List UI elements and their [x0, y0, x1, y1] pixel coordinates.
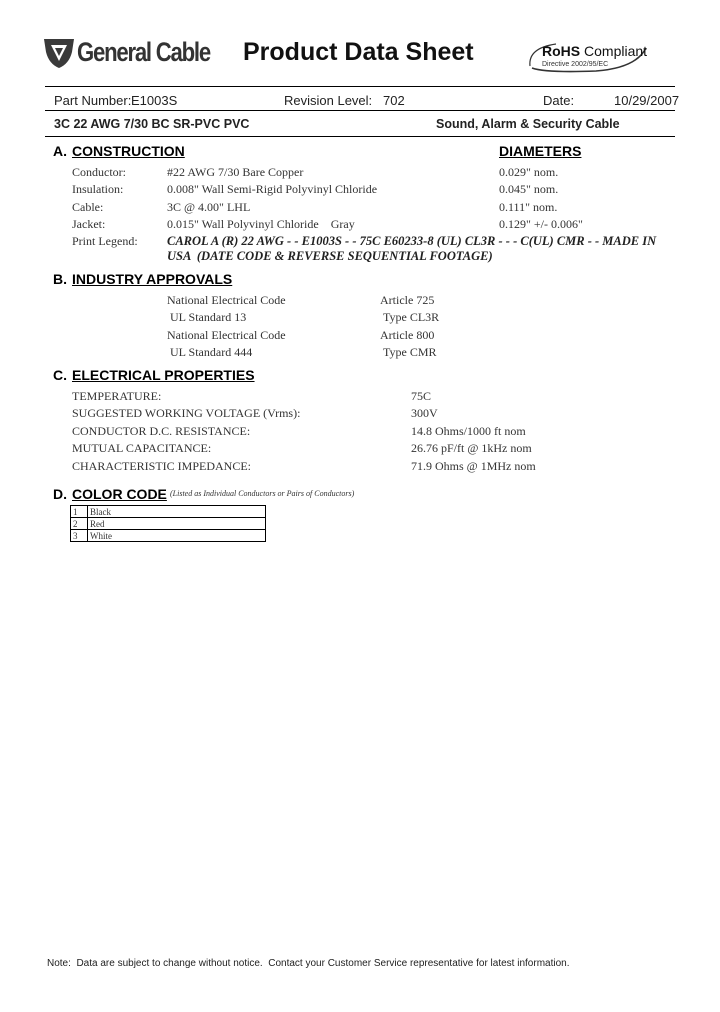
construction-diameter: 0.129" +/- 0.006" [499, 217, 583, 231]
print-legend-label: Print Legend: [72, 234, 138, 248]
construction-label: Jacket: [72, 217, 106, 231]
section-d-title: COLOR CODE [72, 486, 167, 502]
color-number: 2 [71, 518, 88, 530]
construction-diameter: 0.029" nom. [499, 165, 559, 179]
approval-value: Article 800 [380, 328, 435, 342]
construction-value: 0.008" Wall Semi-Rigid Polyvinyl Chloride [167, 182, 378, 196]
construction-value: 3C @ 4.00" LHL [167, 200, 251, 214]
approval-value: Article 725 [380, 293, 435, 307]
revision-label: Revision Level: [284, 93, 373, 108]
product-description: 3C 22 AWG 7/30 BC SR-PVC PVC [54, 117, 250, 131]
section-d-letter: D. [53, 486, 67, 502]
section-a-title: CONSTRUCTION [72, 143, 185, 159]
construction-diameter: 0.111" nom. [499, 200, 558, 214]
construction-label: Cable: [72, 200, 104, 214]
date-value: 10/29/2007 [614, 93, 680, 108]
approval-value: Type CMR [383, 345, 437, 359]
color-number: 3 [71, 530, 88, 542]
electrical-name: SUGGESTED WORKING VOLTAGE (Vrms): [72, 406, 301, 420]
print-legend-line-1: CAROL A (R) 22 AWG - - E1003S - - 75C E60233-8 (UL) CL3R - - - C(UL) CMR - - MADE IN [167, 234, 657, 248]
print-legend-line-2: USA (DATE CODE & REVERSE SEQUENTIAL FOOTAGE) [167, 249, 493, 263]
table-row [71, 518, 266, 530]
section-c-title: ELECTRICAL PROPERTIES [72, 367, 255, 383]
construction-diameter: 0.045" nom. [499, 182, 559, 196]
section-b-letter: B. [53, 271, 67, 287]
color-name: White [88, 530, 266, 542]
electrical-name: TEMPERATURE: [72, 389, 162, 403]
date-label: Date: [543, 93, 575, 108]
approval-name: National Electrical Code [167, 293, 286, 307]
electrical-name: CONDUCTOR D.C. RESISTANCE: [72, 424, 251, 438]
construction-value: 0.015" Wall Polyvinyl Chloride Gray [167, 217, 355, 231]
color-number: 1 [71, 506, 88, 518]
rohs-directive: Directive 2002/95/EC [542, 61, 609, 68]
approval-name: UL Standard 444 [170, 345, 253, 359]
rohs-title-rest: Compliant [584, 43, 648, 59]
construction-label: Conductor: [72, 165, 126, 179]
page-title: Product Data Sheet [243, 38, 474, 66]
footer-note: Note: Data are subject to change without notice. Contact your Customer Service representative for latest information. [47, 958, 570, 969]
color-code-subtitle: (Listed as Individual Conductors or Pairs of Conductors) [170, 489, 355, 498]
logo-text: General Cable [77, 37, 210, 67]
electrical-value: 26.76 pF/ft @ 1kHz nom [411, 441, 532, 455]
electrical-value: 71.9 Ohms @ 1MHz nom [411, 459, 536, 473]
general-cable-shield-icon [42, 36, 76, 70]
electrical-name: CHARACTERISTIC IMPEDANCE: [72, 459, 252, 473]
approval-value: Type CL3R [383, 310, 440, 324]
section-b-title: INDUSTRY APPROVALS [72, 271, 233, 287]
color-name: Red [88, 518, 266, 530]
electrical-value: 300V [411, 406, 438, 420]
product-category: Sound, Alarm & Security Cable [436, 117, 620, 131]
approval-name: National Electrical Code [167, 328, 286, 342]
rohs-badge [526, 38, 651, 74]
section-a-letter: A. [53, 143, 67, 159]
color-name: Black [88, 506, 266, 518]
table-row [71, 530, 266, 542]
electrical-value: 14.8 Ohms/1000 ft nom [411, 424, 526, 438]
electrical-value: 75C [411, 389, 432, 403]
part-number-label: Part Number: [54, 93, 132, 108]
electrical-name: MUTUAL CAPACITANCE: [72, 441, 212, 455]
revision-value: 702 [383, 93, 405, 108]
table-row [71, 506, 266, 518]
rohs-title-bold: RoHS [542, 43, 581, 59]
color-code-table [70, 505, 266, 542]
diameters-title: DIAMETERS [499, 143, 582, 159]
section-c-letter: C. [53, 367, 67, 383]
construction-value: #22 AWG 7/30 Bare Copper [167, 165, 304, 179]
approval-name: UL Standard 13 [170, 310, 247, 324]
part-number-value: E1003S [131, 93, 178, 108]
construction-label: Insulation: [72, 182, 124, 196]
